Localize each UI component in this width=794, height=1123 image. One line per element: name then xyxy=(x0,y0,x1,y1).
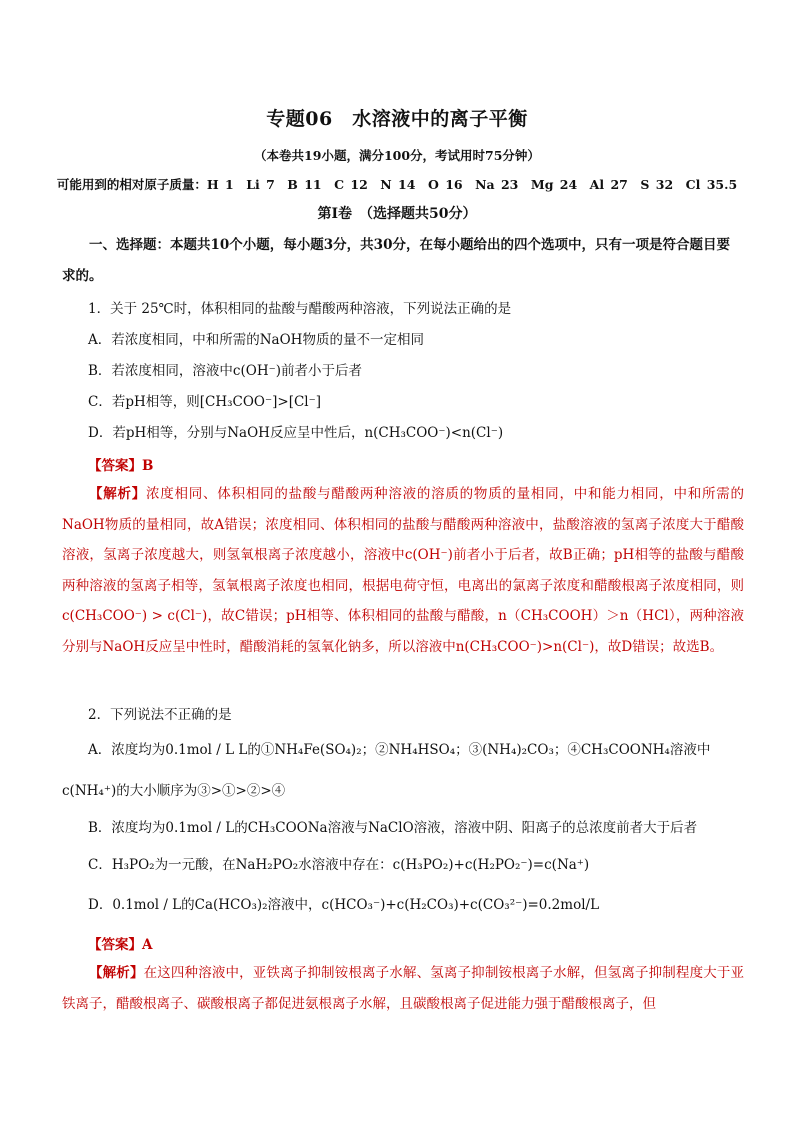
q1-stem: 1．关于 25℃时，体积相同的盐酸与醋酸两种溶液，下列说法正确的是 xyxy=(88,301,512,317)
q2-option-b: B．浓度均为0.1mol / L的CH₃COONa溶液与NaClO溶液，溶液中阴、阳离子的总浓度前者大于后者 xyxy=(88,820,698,836)
q1-option-c: C．若pH相等，则[CH₃COO⁻]>[Cl⁻] xyxy=(88,394,322,410)
q2-explanation-text: 在这四种溶液中，亚铁离子抑制铵根离子水解、氢离子抑制铵根离子水解，但氢离子抑制程度大于亚铁离子，醋酸根离子、碳酸根离子都促进氨根离子水解，且碳酸根离子促进能力强于醋酸根离子，但 xyxy=(62,965,745,1012)
q2-option-a-line2: c(NH₄⁺)的大小顺序为③>①>②>④ xyxy=(62,783,286,799)
q2-option-d: D．0.1mol / L的Ca(HCO₃)₂溶液中，c(HCO₃⁻)+c(H₂CO₃)+c(CO₃²⁻)=0.2mol/L xyxy=(88,897,600,913)
section-title: 第Ⅰ卷 （选择题共50分） xyxy=(317,206,477,222)
q1-option-d: D．若pH相等，分别与NaOH反应呈中性后，n(CH₃COO⁻)<n(Cl⁻) xyxy=(88,425,504,441)
q2-option-a-line1: A．浓度均为0.1mol / L L的①NH₄Fe(SO₄)₂；②NH₄HSO₄；③(NH₄)₂CO₃；④CH₃COONH₄溶液中 xyxy=(88,742,711,758)
q1-explanation-text: 浓度相同、体积相同的盐酸与醋酸两种溶液的溶质的物质的量相同，中和能力相同，中和所需的NaOH物质的量相同，故A错误；浓度相同、体积相同的盐酸与醋酸两种溶液中，盐酸溶液的氢离子浓度大于醋酸溶液，氢离子浓度越大，则氢氧根离子浓度越小，溶液中c(OH⁻)前者小于后者，故B正确；pH相等的盐酸与醋酸两种溶液的氢离子相等，氢氧根离子浓度也相同，根据电荷守恒，电离出的氯离子浓度和醋酸根离子浓度相同，则c(CH₃COO⁻) > c(Cl⁻)，故C错误；pH相等、体积相同的盐酸与醋酸，n（CH₃COOH）＞n（HCl），两种溶液分别与NaOH反应呈中性时，醋酸消耗的氢氧化钠多，所以溶液中n(CH₃COO⁻)>n(Cl⁻)，故D错误；故选B。 xyxy=(62,486,745,655)
q2-explanation-tag: 【解析】 xyxy=(89,965,144,981)
q2-answer: 【答案】A xyxy=(88,937,153,953)
q2-option-c: C．H₃PO₂为一元酸，在NaH₂PO₂水溶液中存在：c(H₃PO₂)+c(H₂PO₂⁻)=c(Na⁺) xyxy=(88,857,590,873)
q1-explanation xyxy=(62,479,744,663)
exam-info: （本卷共19小题，满分100分，考试用时75分钟） xyxy=(254,148,540,163)
q2-stem: 2．下列说法不正确的是 xyxy=(88,707,232,723)
q1-option-a: A．若浓度相同，中和所需的NaOH物质的量不一定相同 xyxy=(88,332,424,348)
instruction-text: 一、选择题：本题共10个小题，每小题3分，共30分，在每小题给出的四个选项中，只有一项是符合题目要求的。 xyxy=(62,237,730,284)
atomic-masses: 可能用到的相对原子质量：H 1 Li 7 B 11 C 12 N 14 O 16 Na 23 Mg 24 Al 27 S 32 Cl 35.5 xyxy=(56,177,738,192)
page-title: 专题06 水溶液中的离子平衡 xyxy=(266,108,528,130)
q1-explanation-tag: 【解析】 xyxy=(89,486,147,502)
q2-explanation xyxy=(62,958,744,1019)
q1-answer: 【答案】B xyxy=(88,458,154,474)
q1-option-b: B．若浓度相同，溶液中c(OH⁻)前者小于后者 xyxy=(88,363,362,379)
